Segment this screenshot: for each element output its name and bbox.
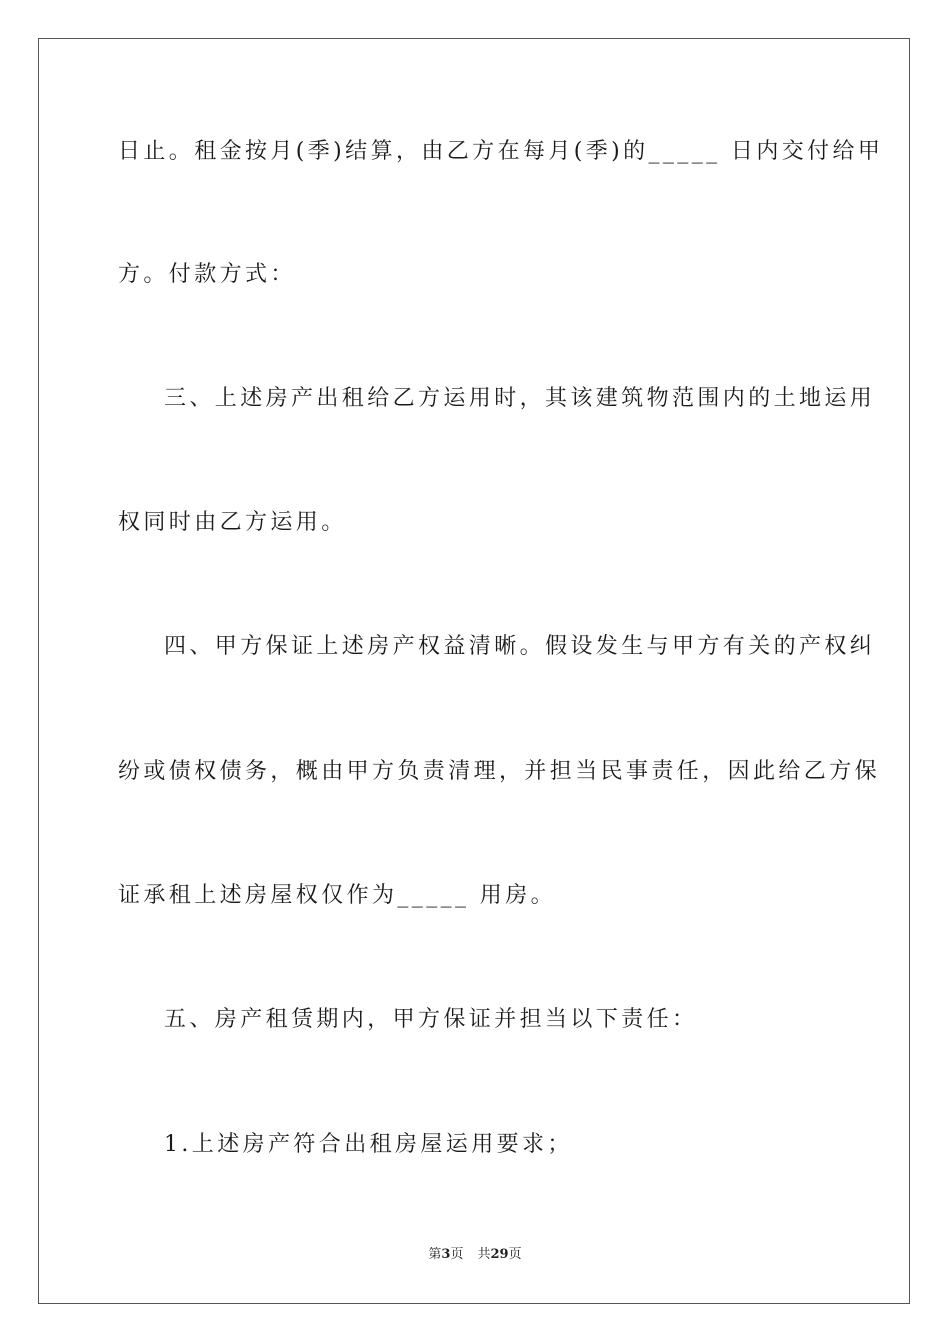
page-footer <box>0 1246 950 1264</box>
total-prefix: 共 <box>477 1247 491 1262</box>
paragraph-3-start: 三、上述房产出租给乙方运用时，其该建筑物范围内的土地运用 <box>164 386 876 411</box>
text-line: 方。付款方式： <box>118 262 296 287</box>
paragraph-4-start: 四、甲方保证上述房产权益清晰。假设发生与甲方有关的产权纠 <box>164 634 876 659</box>
paragraph-5-start: 五、房产租赁期内，甲方保证并担当以下责任： <box>164 1007 698 1032</box>
text-line: 日止。租金按月(季)结算，由乙方在每月(季)的_____ 日内交付给甲 <box>118 139 884 164</box>
current-page-number: 3 <box>441 1247 451 1262</box>
text-line: 纷或债权债务，概由甲方负责清理，并担当民事责任，因此给乙方保 <box>118 759 881 784</box>
page-suffix: 页 <box>450 1247 464 1262</box>
list-item-1: 1.上述房产符合出租房屋运用要求； <box>164 1132 573 1157</box>
text-line: 证承租上述房屋权仅作为_____ 用房。 <box>118 883 556 908</box>
total-suffix: 页 <box>508 1247 522 1262</box>
total-page-count: 29 <box>490 1247 509 1262</box>
page-frame <box>38 38 910 1304</box>
page-prefix: 第 <box>428 1247 442 1262</box>
text-line: 权同时由乙方运用。 <box>118 510 347 535</box>
